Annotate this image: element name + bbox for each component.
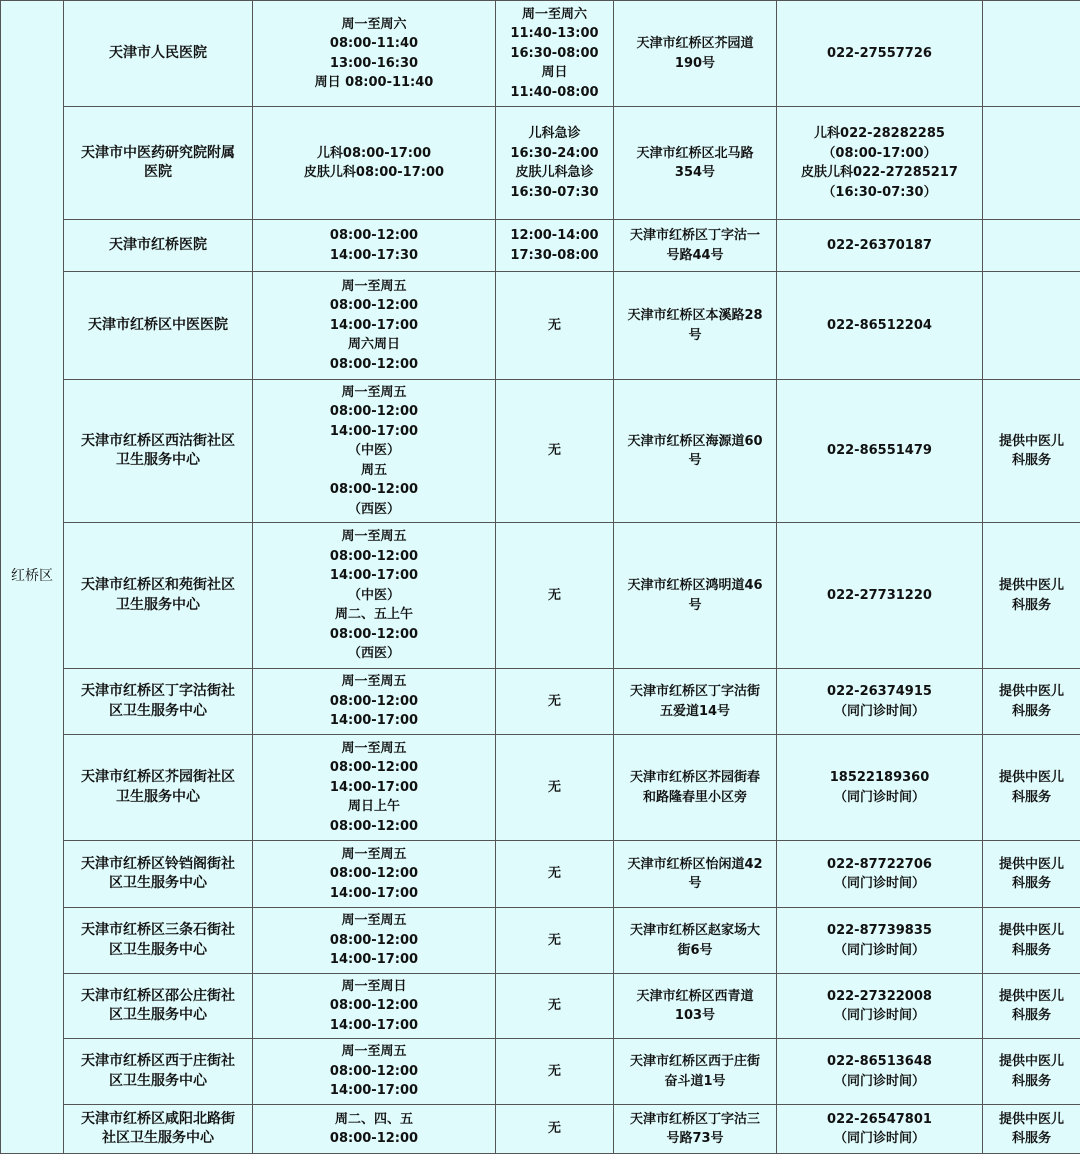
hospital-name: 天津市红桥区丁字沽街社 区卫生服务中心 xyxy=(64,669,253,735)
phone: 儿科022-28282285 （08:00-17:00） 皮肤儿科022-27285217 （16:30-07:30） xyxy=(777,107,983,220)
address: 天津市红桥区丁字沽三 号路73号 xyxy=(614,1105,777,1154)
outpatient-hours: 周一至周五 08:00-12:00 14:00-17:00 xyxy=(253,908,496,974)
address: 天津市红桥区西于庄街 奋斗道1号 xyxy=(614,1039,777,1105)
address: 天津市红桥区赵家场大 街6号 xyxy=(614,908,777,974)
outpatient-hours: 周一至周五 08:00-12:00 14:00-17:00 （中医） 周五 08:00-12:00 （西医） xyxy=(253,380,496,523)
phone: 022-86551479 xyxy=(777,380,983,523)
note: 提供中医儿 科服务 xyxy=(983,974,1080,1039)
outpatient-hours: 儿科08:00-17:00 皮肤儿科08:00-17:00 xyxy=(253,107,496,220)
emergency-hours: 12:00-14:00 17:30-08:00 xyxy=(496,220,614,272)
outpatient-hours: 08:00-12:00 14:00-17:30 xyxy=(253,220,496,272)
outpatient-hours: 周一至周日 08:00-12:00 14:00-17:00 xyxy=(253,974,496,1039)
phone: 022-26547801 （同门诊时间） xyxy=(777,1105,983,1154)
phone: 022-86512204 xyxy=(777,272,983,380)
hospital-name: 天津市红桥医院 xyxy=(64,220,253,272)
note xyxy=(983,1,1080,107)
table-row xyxy=(1,735,1080,841)
table-row xyxy=(1,1105,1080,1154)
note: 提供中医儿 科服务 xyxy=(983,380,1080,523)
address: 天津市红桥区北马路 354号 xyxy=(614,107,777,220)
address: 天津市红桥区芥园道 190号 xyxy=(614,1,777,107)
note xyxy=(983,272,1080,380)
address: 天津市红桥区鸿明道46 号 xyxy=(614,523,777,669)
phone: 18522189360 （同门诊时间） xyxy=(777,735,983,841)
table-row xyxy=(1,1,1080,107)
emergency-hours: 无 xyxy=(496,974,614,1039)
outpatient-hours: 周一至周五 08:00-12:00 14:00-17:00 （中医） 周二、五上午 08:00-12:00 （西医） xyxy=(253,523,496,669)
table-row xyxy=(1,974,1080,1039)
table-row xyxy=(1,220,1080,272)
note xyxy=(983,107,1080,220)
note: 提供中医儿 科服务 xyxy=(983,1105,1080,1154)
note: 提供中医儿 科服务 xyxy=(983,523,1080,669)
emergency-hours: 无 xyxy=(496,1039,614,1105)
district-cell: 红桥区 xyxy=(1,1,64,1154)
phone: 022-87739835 （同门诊时间） xyxy=(777,908,983,974)
hospital-name: 天津市红桥区咸阳北路街 社区卫生服务中心 xyxy=(64,1105,253,1154)
hospital-name: 天津市红桥区西沽街社区 卫生服务中心 xyxy=(64,380,253,523)
address: 天津市红桥区芥园街春 和路隆春里小区旁 xyxy=(614,735,777,841)
hospital-name: 天津市红桥区中医医院 xyxy=(64,272,253,380)
phone: 022-27322008 （同门诊时间） xyxy=(777,974,983,1039)
address: 天津市红桥区怡闲道42 号 xyxy=(614,841,777,908)
outpatient-hours: 周一至周六 08:00-11:40 13:00-16:30 周日 08:00-11:40 xyxy=(253,1,496,107)
outpatient-hours: 周一至周五 08:00-12:00 14:00-17:00 xyxy=(253,669,496,735)
hospital-name: 天津市红桥区西于庄街社 区卫生服务中心 xyxy=(64,1039,253,1105)
emergency-hours: 无 xyxy=(496,908,614,974)
outpatient-hours: 周一至周五 08:00-12:00 14:00-17:00 xyxy=(253,1039,496,1105)
table-row xyxy=(1,669,1080,735)
table-row xyxy=(1,272,1080,380)
table-row xyxy=(1,1039,1080,1105)
hospital-name: 天津市红桥区三条石街社 区卫生服务中心 xyxy=(64,908,253,974)
address: 天津市红桥区海源道60 号 xyxy=(614,380,777,523)
table-row xyxy=(1,380,1080,523)
hospital-name: 天津市红桥区芥园街社区 卫生服务中心 xyxy=(64,735,253,841)
phone: 022-86513648 （同门诊时间） xyxy=(777,1039,983,1105)
note xyxy=(983,220,1080,272)
emergency-hours: 周一至周六 11:40-13:00 16:30-08:00 周日 11:40-08:00 xyxy=(496,1,614,107)
table-row xyxy=(1,908,1080,974)
table-row xyxy=(1,523,1080,669)
phone: 022-87722706 （同门诊时间） xyxy=(777,841,983,908)
phone: 022-26370187 xyxy=(777,220,983,272)
note: 提供中医儿 科服务 xyxy=(983,1039,1080,1105)
address: 天津市红桥区丁字沽一 号路44号 xyxy=(614,220,777,272)
hospital-name: 天津市人民医院 xyxy=(64,1,253,107)
outpatient-hours: 周二、四、五 08:00-12:00 xyxy=(253,1105,496,1154)
phone: 022-27557726 xyxy=(777,1,983,107)
outpatient-hours: 周一至周五 08:00-12:00 14:00-17:00 周六周日 08:00-12:00 xyxy=(253,272,496,380)
address: 天津市红桥区丁字沽街 五爱道14号 xyxy=(614,669,777,735)
note: 提供中医儿 科服务 xyxy=(983,908,1080,974)
emergency-hours: 无 xyxy=(496,380,614,523)
table-row xyxy=(1,841,1080,908)
hospital-name: 天津市红桥区和苑街社区 卫生服务中心 xyxy=(64,523,253,669)
phone: 022-27731220 xyxy=(777,523,983,669)
emergency-hours: 无 xyxy=(496,669,614,735)
emergency-hours: 无 xyxy=(496,523,614,669)
emergency-hours: 无 xyxy=(496,841,614,908)
note: 提供中医儿 科服务 xyxy=(983,735,1080,841)
note: 提供中医儿 科服务 xyxy=(983,841,1080,908)
outpatient-hours: 周一至周五 08:00-12:00 14:00-17:00 xyxy=(253,841,496,908)
address: 天津市红桥区西青道 103号 xyxy=(614,974,777,1039)
outpatient-hours: 周一至周五 08:00-12:00 14:00-17:00 周日上午 08:00-12:00 xyxy=(253,735,496,841)
address: 天津市红桥区本溪路28 号 xyxy=(614,272,777,380)
hospital-name: 天津市红桥区邵公庄街社 区卫生服务中心 xyxy=(64,974,253,1039)
emergency-hours: 无 xyxy=(496,1105,614,1154)
hospital-name: 天津市中医药研究院附属 医院 xyxy=(64,107,253,220)
phone: 022-26374915 （同门诊时间） xyxy=(777,669,983,735)
emergency-hours: 儿科急诊 16:30-24:00 皮肤儿科急诊 16:30-07:30 xyxy=(496,107,614,220)
note: 提供中医儿 科服务 xyxy=(983,669,1080,735)
emergency-hours: 无 xyxy=(496,735,614,841)
hospital-name: 天津市红桥区铃铛阁街社 区卫生服务中心 xyxy=(64,841,253,908)
emergency-hours: 无 xyxy=(496,272,614,380)
table-row xyxy=(1,107,1080,220)
